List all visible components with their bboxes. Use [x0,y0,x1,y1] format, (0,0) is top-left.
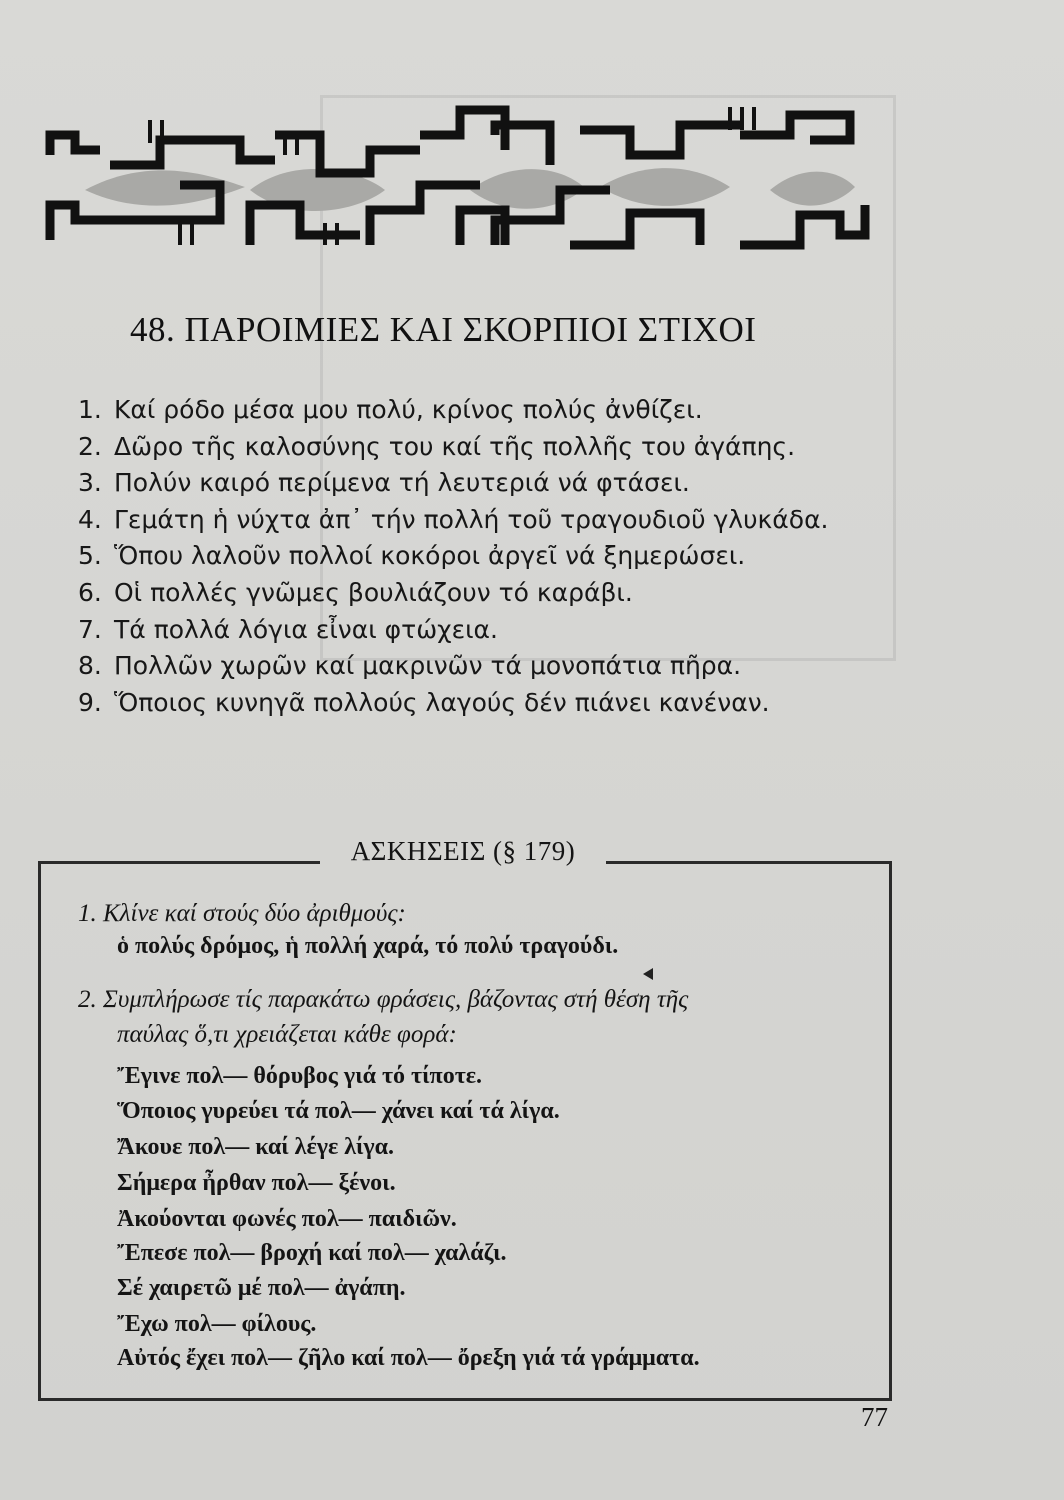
list-item [78,538,898,575]
item-text: Καί ρόδο μέσα μου πολύ, κρίνος πολύς ἀνθίζει. [114,395,703,424]
item-number: 2. [78,431,102,461]
proverb-list [78,392,898,721]
item-text: Γεμάτη ἡ νύχτα ἀπ᾿ τήν πολλή τοῦ τραγουδιοῦ γλυκάδα. [114,504,829,534]
exercise-2-instruction-line-2: παύλας ὅ,τι χρειάζεται κάθε φορά: [117,1021,457,1048]
item-number: 8. [78,651,102,681]
section-title: 48. ΠΑΡΟΙΜΙΕΣ ΚΑΙ ΣΚΟΡΠΙΟΙ ΣΤΙΧΟΙ [130,310,757,349]
exercise-sentence: Σέ χαιρετῶ μέ πολ— ἀγάπη. [117,1275,406,1301]
exercises-box-top-left-rule [38,861,320,864]
exercise-sentence: Αὐτός ἔχει πολ— ζῆλο καί πολ— ὄρεξη γιά τά γράμματα. [117,1345,700,1371]
item-number: 5. [78,541,102,571]
item-text: Πολλῶν χωρῶν καί μακρινῶν τά μονοπάτια πῆρα. [114,651,742,681]
decorative-ornament-band [40,95,870,260]
exercise-sentence: Ἔπεσε πολ— βροχή καί πολ— χαλάζι. [117,1240,507,1266]
item-number: 7. [78,614,102,644]
exercise-sentence: Σήμερα ἦρθαν πολ— ξένοι. [117,1170,396,1196]
exercise-sentence: Ἔχω πολ— φίλους. [117,1311,317,1337]
item-number: 9. [78,687,102,717]
item-text: Ὅπου λαλοῦν πολλοί κοκόροι ἀργεῖ νά ξημερώσει. [114,541,746,571]
list-item [78,465,898,502]
exercise-sentence: Ἔγινε πολ— θόρυβος γιά τό τίποτε. [117,1063,483,1089]
item-number: 3. [78,468,102,498]
list-item [78,392,898,429]
item-text: Δῶρο τῆς καλοσύνης του καί τῆς πολλῆς του ἀγάπης. [114,431,796,461]
item-text: Τά πολλά λόγια εἶναι φτώχεια. [114,614,498,644]
item-text: Πολύν καιρό περίμενα τή λευτεριά νά φτάσει. [114,468,690,498]
list-item [78,612,898,649]
exercises-title: ΑΣΚΗΣΕΙΣ (§ 179) [350,836,576,866]
item-number: 6. [78,577,102,607]
list-item [78,575,898,612]
item-number: 1. [78,395,102,424]
exercise-sentence: Ἀκούονται φωνές πολ— παιδιῶν. [117,1206,457,1232]
list-item [78,685,898,722]
exercise-2-instruction-line-1: 2. Συμπλήρωσε τίς παρακάτω φράσεις, βάζοντας στή θέση τῆς [78,986,689,1013]
exercise-1-example: ὁ πολύς δρόμος, ἡ πολλή χαρά, τό πολύ τραγούδι. [117,933,619,959]
item-number: 4. [78,504,102,534]
pointer-mark-icon [643,968,653,980]
list-item [78,502,898,539]
list-item [78,648,898,685]
exercises-box-top-right-rule [606,861,889,864]
exercise-sentence: Ὅποιος γυρεύει τά πολ— χάνει καί τά λίγα. [117,1098,560,1124]
page-number: 77 [861,1402,888,1432]
list-item [78,429,898,466]
exercise-1-instruction: 1. Κλίνε καί στούς δύο ἀριθμούς: [78,900,406,927]
exercise-sentence: Ἄκουε πολ— καί λέγε λίγα. [117,1134,395,1160]
item-text: Ὅποιος κυνηγᾶ πολλούς λαγούς δέν πιάνει κανέναν. [114,687,770,717]
item-text: Οἱ πολλές γνῶμες βουλιάζουν τό καράβι. [114,577,633,607]
